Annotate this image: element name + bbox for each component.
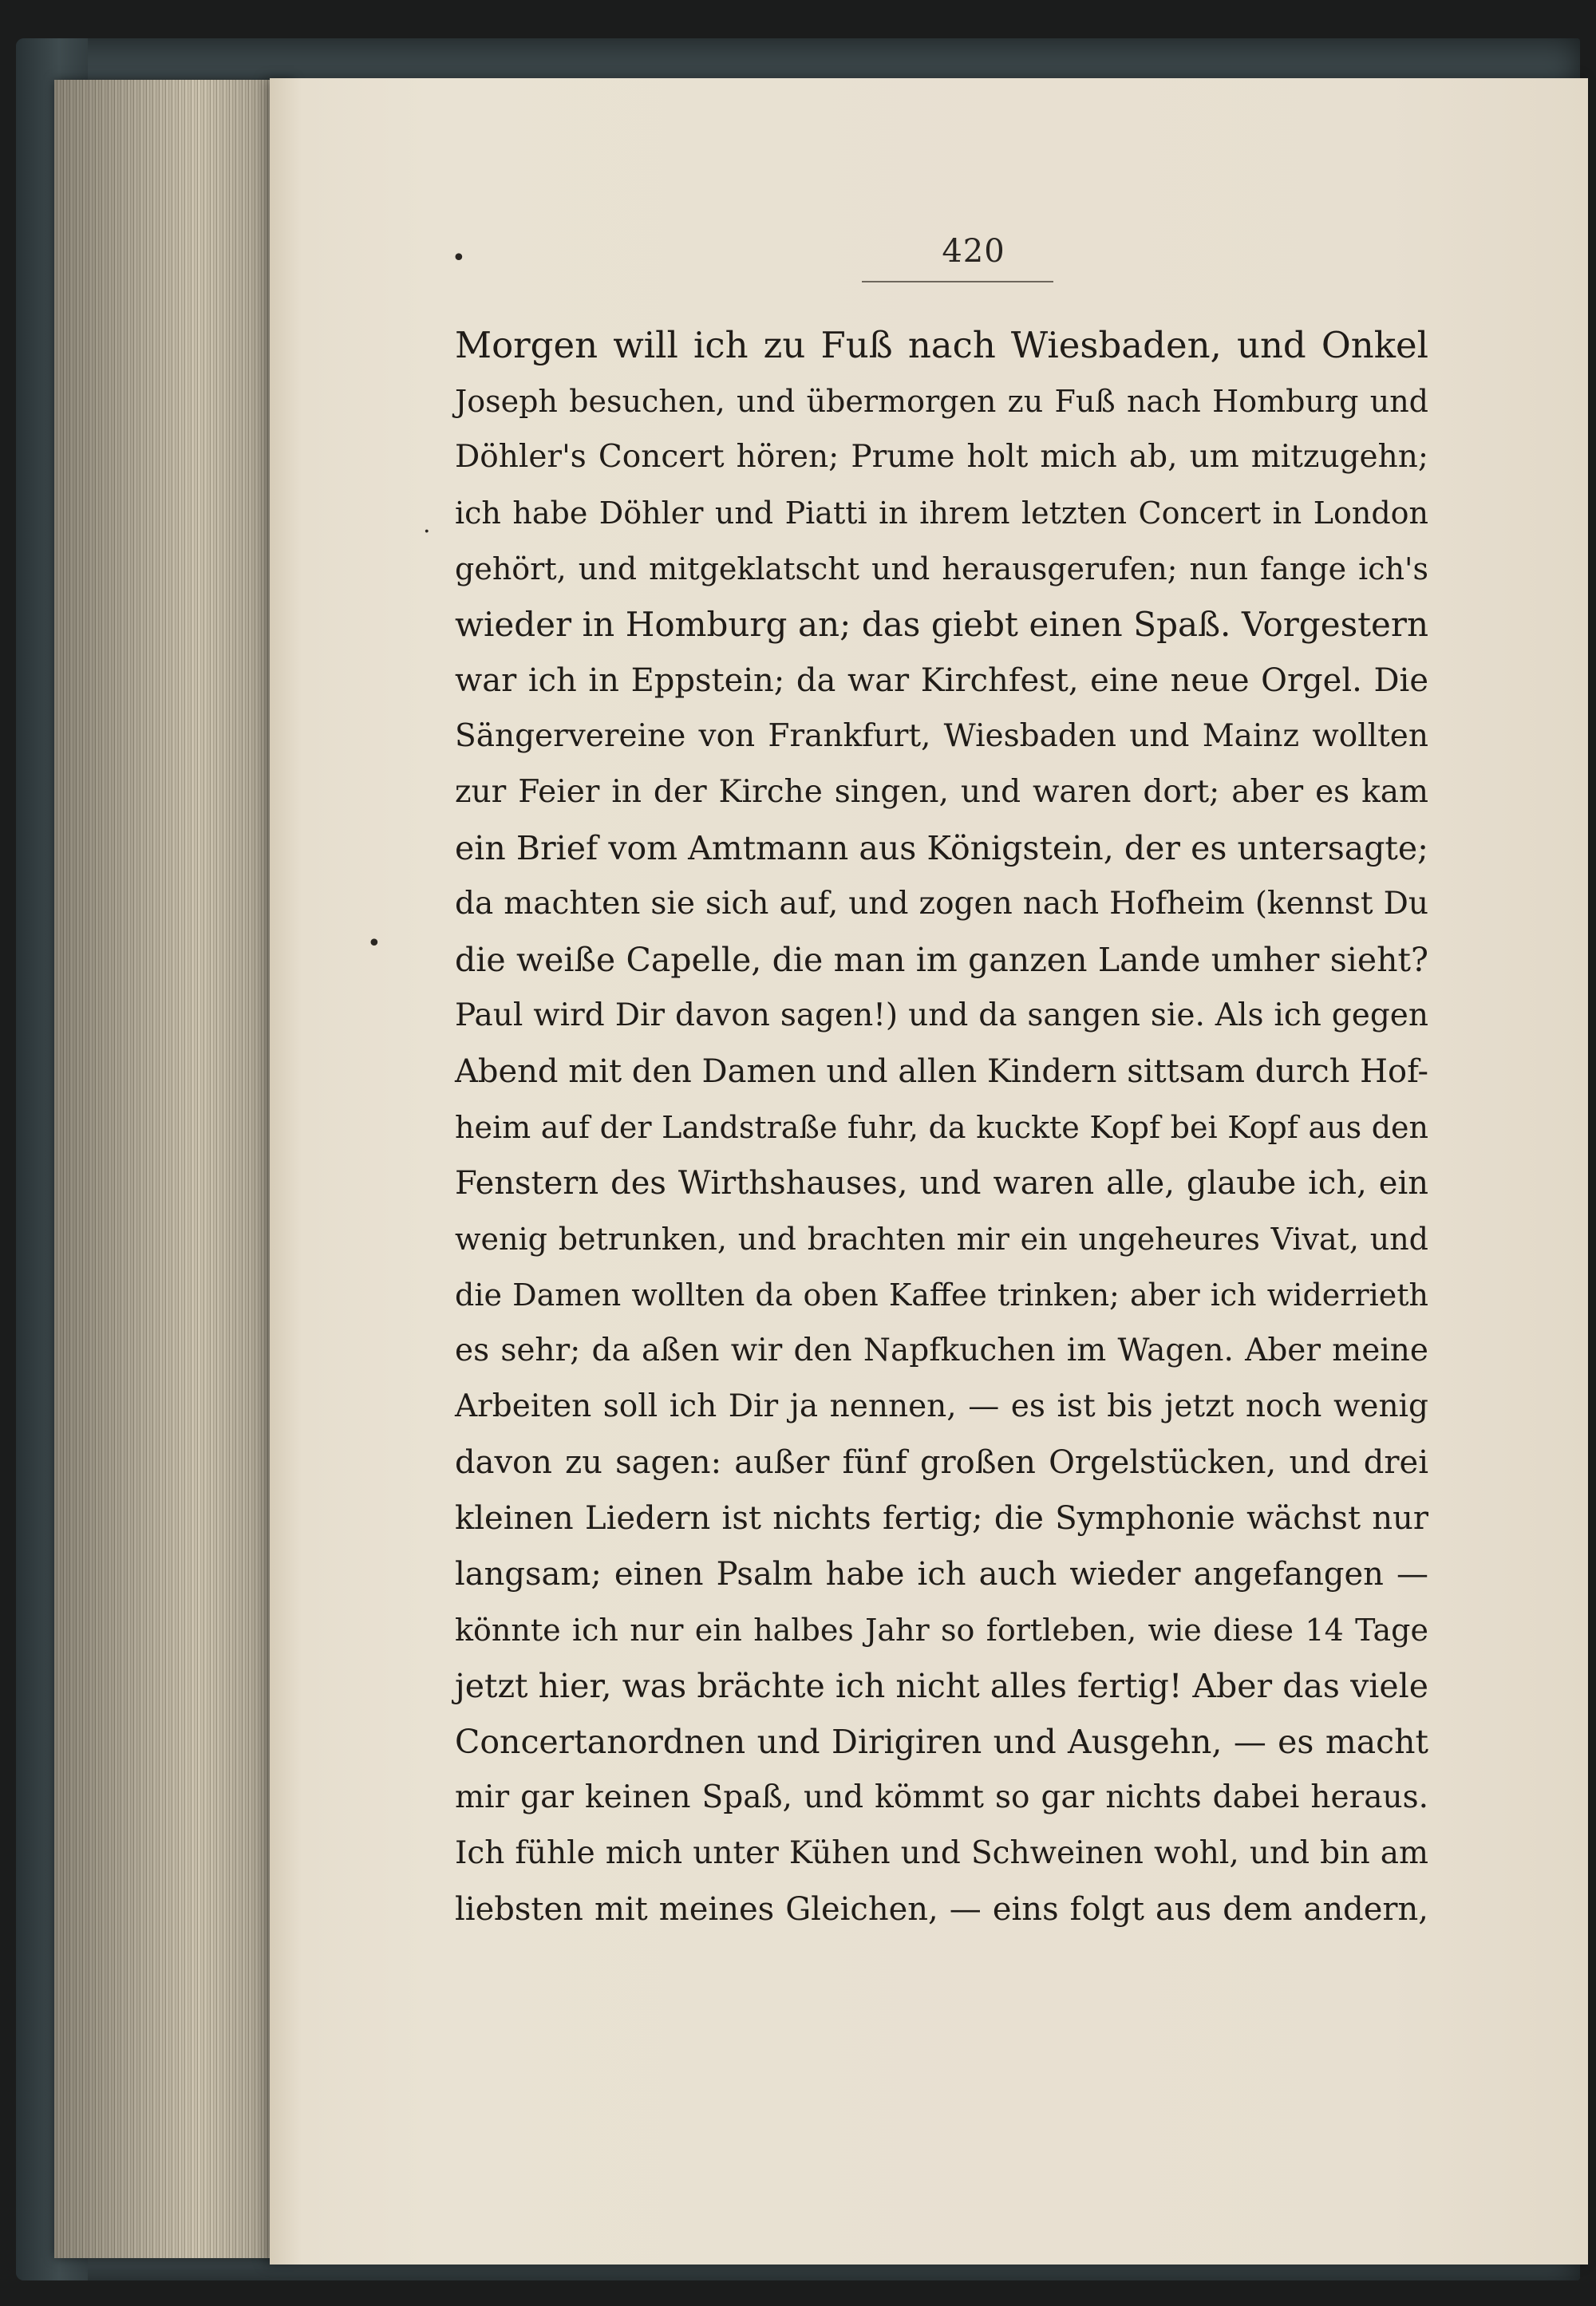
text-line: liebsten mit meines Gleichen, — eins folgt aus dem andern, [455, 1891, 1428, 1928]
text-line: es sehr; da aßen wir den Napfkuchen im Wagen. Aber meine [455, 1333, 1428, 1368]
text-line: gehört, und mitgeklatscht und herausgerufen; nun fange ich's [455, 551, 1428, 586]
text-line: könnte ich nur ein halbes Jahr so fortleben, wie diese 14 Tage [455, 1613, 1428, 1648]
text-line: Arbeiten soll ich Dir ja nennen, — es ist bis jetzt noch wenig [455, 1388, 1428, 1424]
text-line: war ich in Eppstein; da war Kirchfest, eine neue Orgel. Die [455, 662, 1428, 699]
text-line: Sängervereine von Frankfurt, Wiesbaden und Mainz wollten [455, 718, 1428, 754]
text-line: wenig betrunken, und brachten mir ein ungeheures Vivat, und [455, 1222, 1428, 1257]
text-line: jetzt hier, was brächte ich nicht alles fertig! Aber das viele [455, 1667, 1428, 1705]
text-line: Morgen will ich zu Fuß nach Wiesbaden, und Onkel [455, 324, 1428, 366]
text-line: zur Feier in der Kirche singen, und waren dort; aber es kam [455, 774, 1428, 810]
text-line: Joseph besuchen, und übermorgen zu Fuß nach Homburg und [455, 384, 1428, 419]
text-line: kleinen Liedern ist nichts fertig; die Symphonie wächst nur [455, 1500, 1428, 1537]
text-line: Concertanordnen und Dirigiren und Ausgehn, — es macht [455, 1723, 1428, 1761]
text-line: da machten sie sich auf, und zogen nach Hofheim (kennst Du [455, 886, 1428, 922]
text-line: Paul wird Dir davon sagen!) und da sangen sie. Als ich gegen [455, 997, 1428, 1033]
text-line: Fenstern des Wirthshauses, und waren alle, glaube ich, ein [455, 1165, 1428, 1202]
speck-mark: • [452, 244, 466, 272]
body-text [455, 318, 1428, 1937]
page-stack-shadow [54, 80, 294, 2258]
speck-mark: . [423, 511, 431, 539]
text-line: Abend mit den Damen und allen Kindern sittsam durch Hof- [455, 1053, 1428, 1090]
text-line: die Damen wollten da oben Kaffee trinken; aber ich widerrieth [455, 1277, 1428, 1313]
text-line: langsam; einen Psalm habe ich auch wieder angefangen — [455, 1556, 1428, 1593]
text-line: davon zu sagen: außer fünf großen Orgelstücken, und drei [455, 1444, 1428, 1481]
text-line: Ich fühle mich unter Kühen und Schweinen wohl, und bin am [455, 1835, 1428, 1871]
text-line: Döhler's Concert hören; Prume holt mich ab, um mitzugehn; [455, 439, 1428, 475]
text-line: die weiße Capelle, die man im ganzen Lande umher sieht? [455, 941, 1428, 979]
speck-mark: • [367, 930, 381, 958]
text-line: ich habe Döhler und Piatti in ihrem letzten Concert in London [455, 496, 1428, 531]
page-number-rule [862, 281, 1053, 282]
page-number: 420 [942, 233, 1005, 270]
text-line: heim auf der Landstraße fuhr, da kuckte Kopf bei Kopf aus den [455, 1110, 1428, 1145]
text-line: mir gar keinen Spaß, und kömmt so gar nichts dabei heraus. [455, 1779, 1428, 1815]
text-line: ein Brief vom Amtmann aus Königstein, der es untersagte; [455, 829, 1428, 867]
text-line: wieder in Homburg an; das giebt einen Spaß. Vorgestern [455, 605, 1428, 644]
